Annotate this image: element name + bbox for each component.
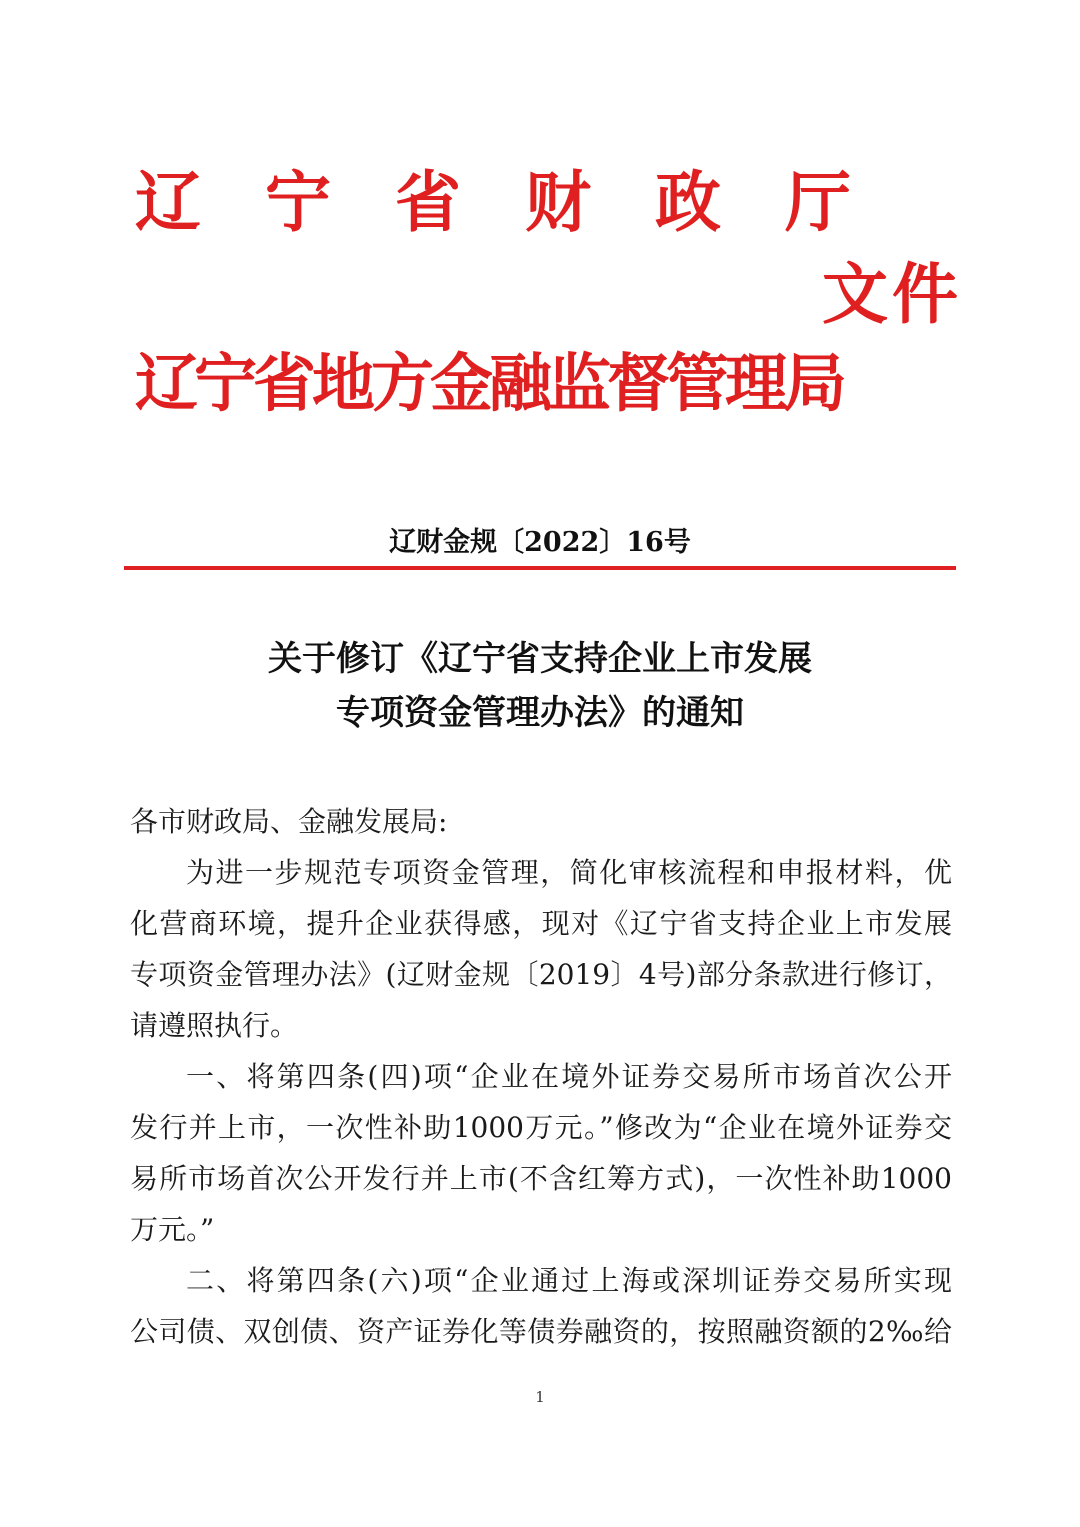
paragraph-2-line-3: 易所市场首次公开发行并上市(不含红筹方式)，一次性补助1000 [130,1162,952,1195]
paragraph-1-line-2: 化营商环境，提升企业获得感，现对《辽宁省支持企业上市发展 [130,907,952,940]
title-line-1: 关于修订《辽宁省支持企业上市发展 [268,639,812,679]
paragraph-2-line-4: 万元。” [130,1213,215,1246]
letterhead-document-label: 文件 [822,256,962,333]
paragraph-1-line-4: 请遵照执行。 [130,1009,299,1042]
paragraph-2-line-1: 一、将第四条(四)项“企业在境外证券交易所市场首次公开 [186,1060,952,1093]
paragraph-3-line-2: 公司债、双创债、资产证券化等债券融资的，按照融资额的2‰给 [130,1315,952,1348]
page-number: 1 [535,1388,545,1406]
paragraph-1-line-3: 专项资金管理办法》(辽财金规〔2019〕4号)部分条款进行修订， [130,958,952,991]
document-number: 辽财金规〔2022〕16号 [389,527,691,558]
letterhead-org-financial-supervision: 辽宁省地方金融监督管理局 [135,347,843,420]
addressee: 各市财政局、金融发展局: [130,805,448,838]
document-body [130,796,952,1357]
paragraph-3-line-1: 二、将第四条(六)项“企业通过上海或深圳证券交易所实现 [186,1264,952,1297]
paragraph-2-line-2: 发行并上市，一次性补助1000万元。”修改为“企业在境外证券交 [130,1111,952,1144]
letterhead-org-finance: 辽宁省财政厅 [135,164,915,241]
red-divider-line [124,566,956,570]
title-line-2: 专项资金管理办法》的通知 [336,693,744,733]
paragraph-1-line-1: 为进一步规范专项资金管理，简化审核流程和申报材料，优 [186,856,952,889]
document-title [0,632,1080,740]
